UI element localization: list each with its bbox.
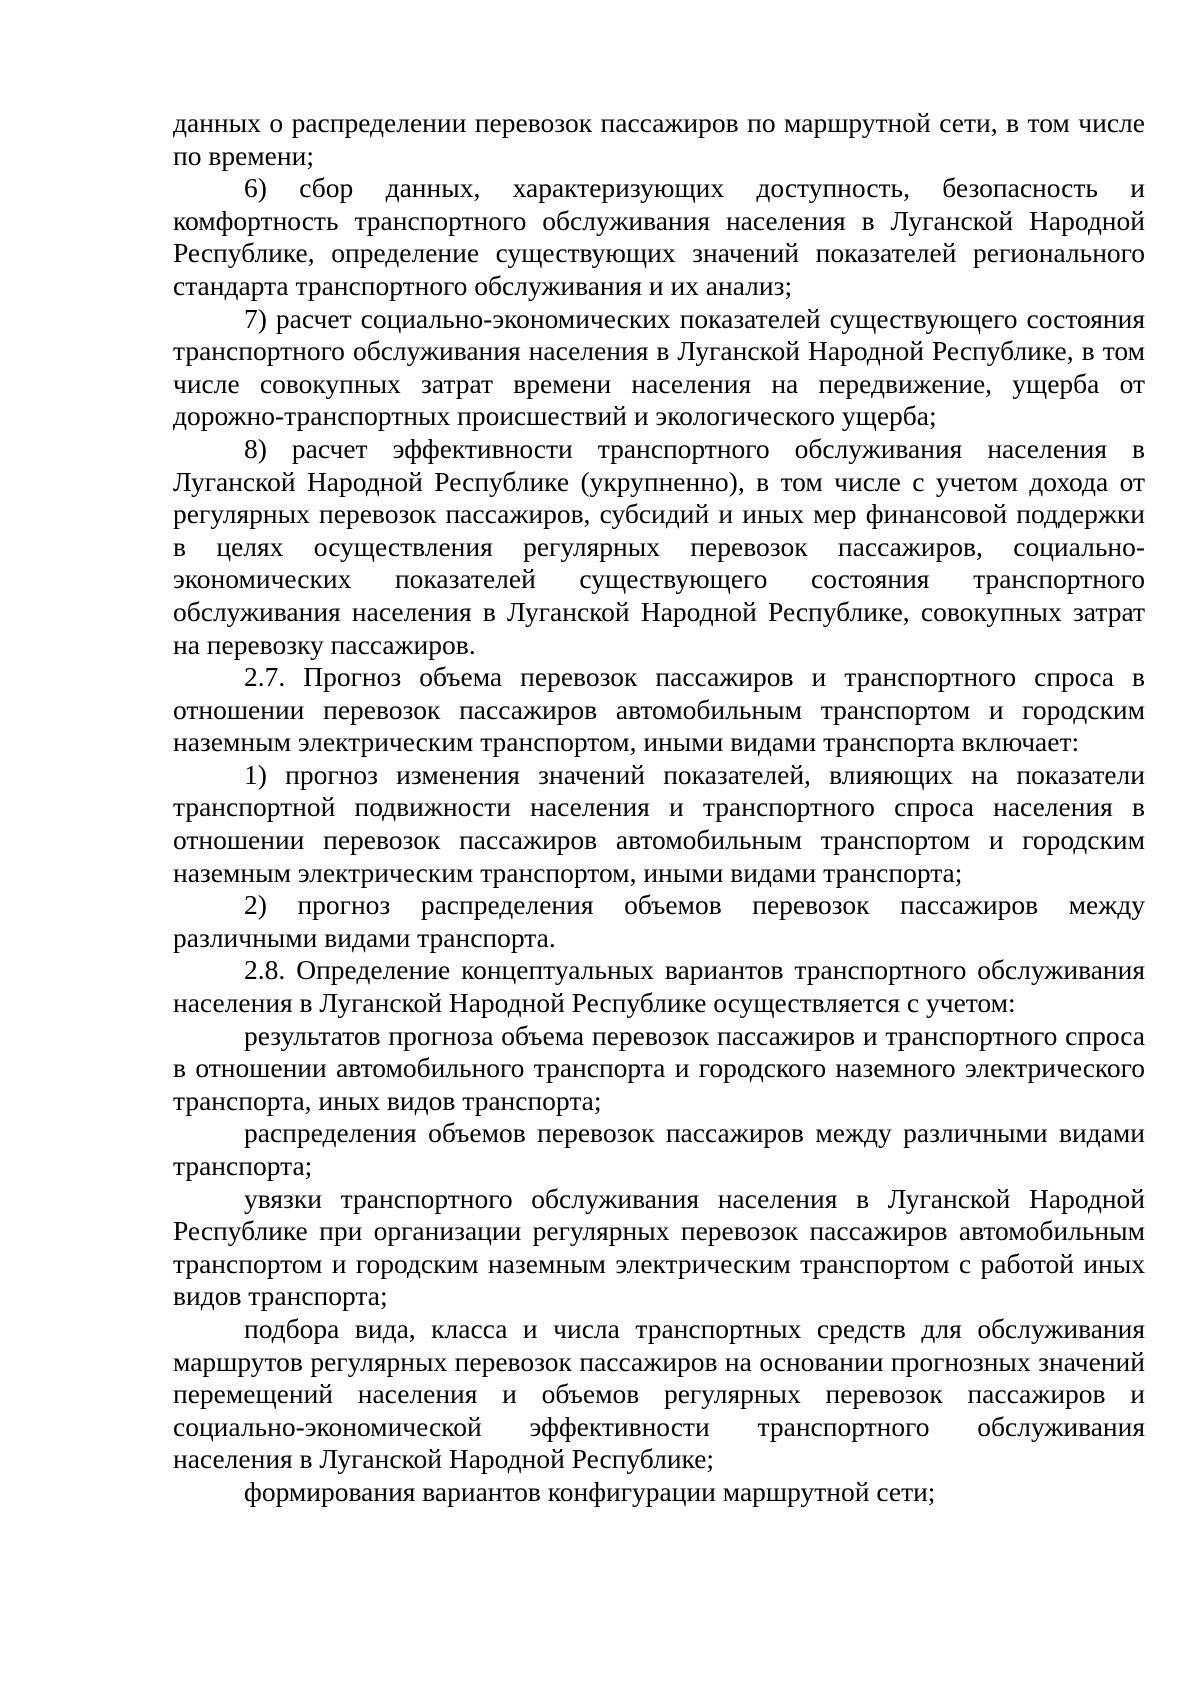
- paragraph-criterion-vehicle-selection: подбора вида, класса и числа транспортных средств для обслуживания маршрутов регулярных перевозок пассажиров на основании прогнозных значений перемещений населения и объемов регулярных перевозок пассажиров и социально-экономической эффективности транспортного обслуживания населения в Луганской Народной Республике;: [173, 1312, 1145, 1475]
- paragraph-criterion-distribution: распределения объемов перевозок пассажиров между различными видами транспорта;: [173, 1117, 1145, 1181]
- paragraph-section-2-7: 2.7. Прогноз объема перевозок пассажиров и транспортного спроса в отношении перевозок пассажиров автомобильным транспортом и городским наземным электрическим транспортом, иными видами транспорта включает:: [173, 661, 1145, 758]
- paragraph-section-2-8: 2.8. Определение концептуальных вариантов транспортного обслуживания населения в Луганской Народной Республике осуществляется с учетом:: [173, 954, 1145, 1019]
- document-page: [173, 107, 1145, 1509]
- paragraph-criterion-route-network: формирования вариантов конфигурации маршрутной сети;: [244, 1475, 936, 1507]
- paragraph-criterion-coordination: увязки транспортного обслуживания населения в Луганской Народной Республике при организации регулярных перевозок пассажиров автомобильным транспортом и городским наземным электрическим транспортом с работой иных видов транспорта;: [173, 1182, 1145, 1312]
- paragraph-item-6: 6) сбор данных, характеризующих доступность, безопасность и комфортность транспортного обслуживания населения в Луганской Народной Республике, определение существующих значений показателей регионального стандарта транспортного обслуживания и их анализ;: [173, 172, 1145, 301]
- paragraph-item-8: 8) расчет эффективности транспортного обслуживания населения в Луганской Народной Республике (укрупненно), в том числе с учетом дохода от регулярных перевозок пассажиров, субсидий и иных мер финансовой поддержки в целях осуществления регулярных перевозок пассажиров, социально-экономических показателей существующего состояния транспортного обслуживания населения в Луганской Народной Республике, совокупных затрат на перевозку пассажиров.: [173, 432, 1145, 660]
- paragraph-continuation: данных о распределении перевозок пассажиров по маршрутной сети, в том числе по времени;: [173, 107, 1145, 171]
- paragraph-criterion-forecast-results: результатов прогноза объема перевозок пассажиров и транспортного спроса в отношении автомобильного транспорта и городского наземного электрического транспорта, иных видов транспорта;: [173, 1019, 1145, 1116]
- paragraph-item-7: 7) расчет социально-экономических показателей существующего состояния транспортного обслуживания населения в Луганской Народной Республике, в том числе совокупных затрат времени населения на передвижение, ущерба от дорожно-транспортных происшествий и экологического ущерба;: [173, 302, 1145, 432]
- paragraph-forecast-item-2: 2) прогноз распределения объемов перевозок пассажиров между различными видами транспорта.: [173, 889, 1145, 953]
- paragraph-forecast-item-1: 1) прогноз изменения значений показателей, влияющих на показатели транспортной подвижности населения и транспортного спроса населения в отношении перевозок пассажиров автомобильным транспортом и городским наземным электрическим транспортом, иными видами транспорта;: [173, 758, 1145, 888]
